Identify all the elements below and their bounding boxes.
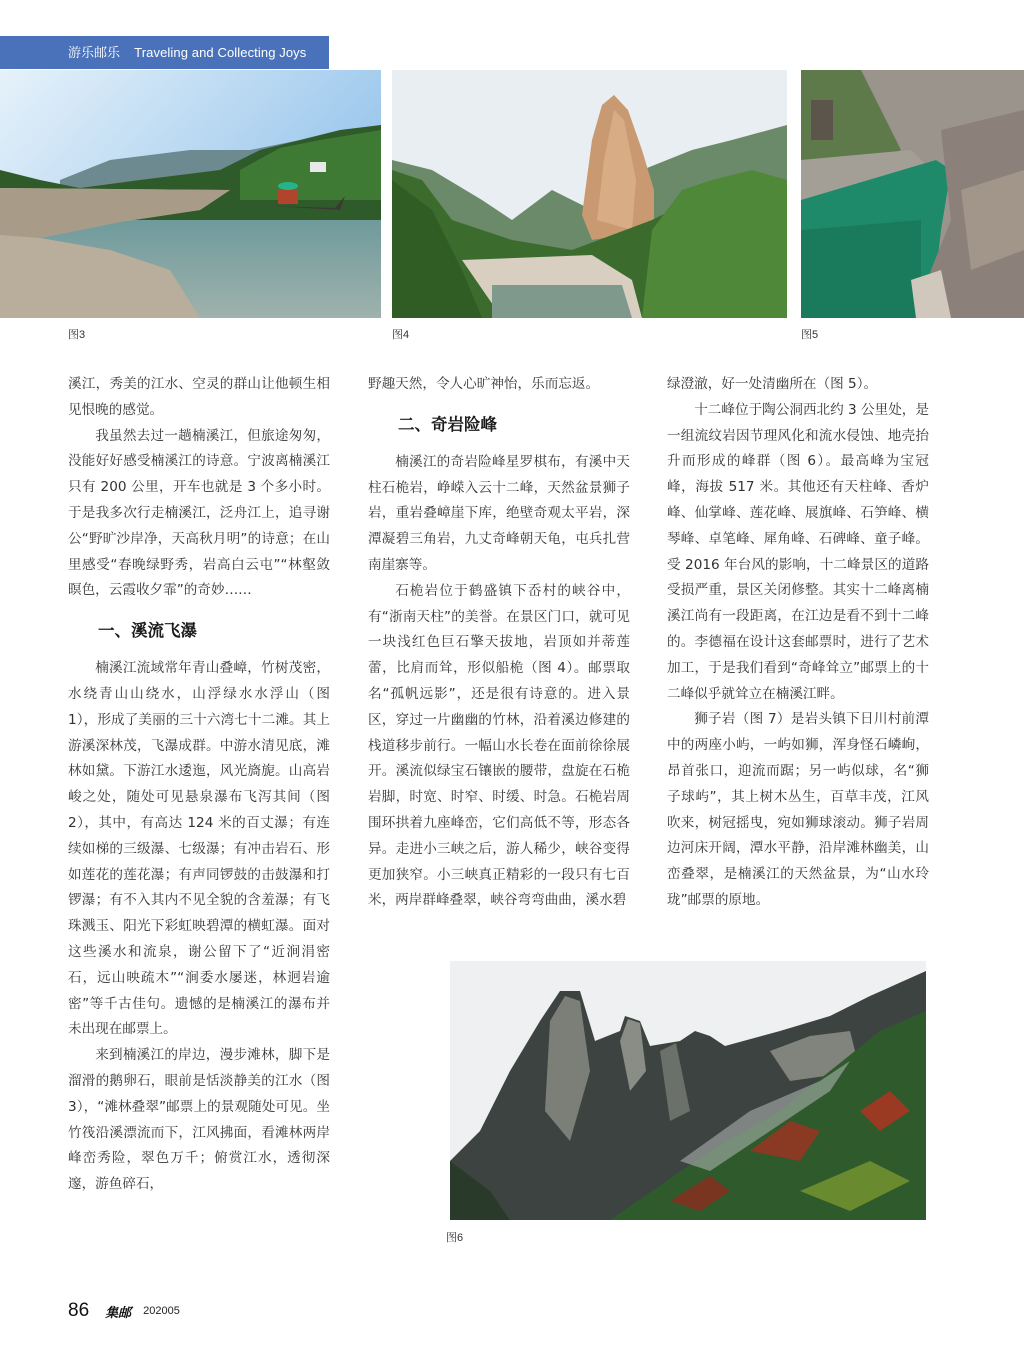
section-header-bar — [0, 36, 329, 69]
paragraph: 楠溪江的奇岩险峰星罗棋布，有溪中天柱石桅岩，峥嵘入云十二峰，天然盆景狮子岩，重岩叠嶂崖下库，绝壁奇观太平岩，深潭凝碧三角岩，九丈奇峰朝天龟，屯兵扎营南崖寨等。 — [368, 453, 630, 573]
section-title-cn: 游乐邮乐 — [68, 46, 121, 61]
paragraph: 楠溪江流域常年青山叠嶂，竹树茂密，水绕青山山绕水，山浮绿水水浮山（图 1），形成了美丽的三十六湾七十二滩。其上游溪深林茂，飞瀑成群。中游水清见底，滩林如黛。下游江水逶迤，风光旖旎。山高岩峻之处，随处可见悬泉瀑布飞泻其间（图 2），其中，有高达 124 米的百丈瀑；有连续如梯的三级瀑、七级瀑；有冲击岩石、形如莲花的莲花瀑；有声同锣鼓的击鼓瀑和打锣瀑；有不入其内不见全貌的含羞瀑；有飞珠溅玉、阳光下彩虹映碧潭的横虹瀑。面对这些溪水和流泉，谢公留下了“近涧涓密石，远山映疏木”“涧委水屡迷，林迥岩逾密”等千古佳句。遗憾的是楠溪江的瀑布并未出现在邮票上。 — [68, 660, 330, 1038]
figure-4-photo — [392, 70, 787, 318]
paragraph: 狮子岩（图 7）是岩头镇下日川村前潭中的两座小屿，一屿如狮，浑身怪石嶙峋，昂首张口，迎流而踞；另一屿似球，名“狮子球屿”，其上树木丛生，百草丰茂，江风吹来，树冠摇曳，宛如狮球滚动。狮子岩周边河床开阔，潭水平静，沿岸滩林幽美，山峦叠翠，是楠溪江的天然盆景，为“山水玲珑”邮票的原地。 — [667, 711, 929, 908]
section-heading-2: 二、奇岩险峰 — [398, 414, 497, 434]
figure-6-photo — [450, 961, 926, 1220]
article-column-2 — [368, 372, 630, 914]
figure-5-photo — [801, 70, 1024, 318]
issue-number: 202005 — [143, 1305, 180, 1317]
paragraph: 来到楠溪江的岸边，漫步滩林，脚下是溜滑的鹅卵石，眼前是恬淡静美的江水（图 3），“滩林叠翠”邮票上的景观随处可见。坐竹筏沿溪漂流而下，江风拂面，看滩林两岸峰峦秀险，翠色万千；俯赏江水，透彻深邃，游鱼碎石， — [68, 1047, 330, 1193]
magazine-logo: 集邮 — [105, 1305, 132, 1321]
article-column-3 — [667, 372, 929, 914]
page-number: 86 — [68, 1300, 90, 1321]
paragraph: 石桅岩位于鹤盛镇下岙村的峡谷中，有“浙南天柱”的美誉。在景区门口，就可见一块浅红色巨石擎天拔地，岩顶如并蒂莲蕾，比肩而耸，形似船桅（图 4）。邮票取名“孤帆远影”，还是很有诗意的。进入景区，穿过一片幽幽的竹林，沿着溪边修建的栈道移步前行。一幅山水长卷在面前徐徐展开。溪流似绿宝石镶嵌的腰带，盘旋在石桅岩脚，时宽、时窄、时缓、时急。石桅岩周围环拱着九座峰峦，它们高低不等，形态各异。走进小三峡之后，游人稀少，峡谷变得更加狭窄。小三峡真正精彩的一段只有七百米，两岸群峰叠翠，峡谷弯弯曲曲，溪水碧 — [368, 582, 630, 909]
paragraph: 我虽然去过一趟楠溪江，但旅途匆匆，没能好好感受楠溪江的诗意。宁波离楠溪江只有 200 公里，开车也就是 3 个多小时。于是我多次行走楠溪江，泛舟江上，追寻谢公“野旷沙岸净，天高秋月明”的诗意；在山里感受“春晚绿野秀，岩高白云屯”“林壑敛暝色，云霞收夕霏”的奇妙…… — [68, 427, 330, 599]
paragraph: 十二峰位于陶公洞西北约 3 公里处，是一组流纹岩因节理风化和流水侵蚀、地壳抬升而形成的峰群（图 6）。最高峰为宝冠峰，海拔 517 米。其他还有天柱峰、香炉峰、仙掌峰、莲花峰、展旗峰、石笋峰、横琴峰、卓笔峰、犀角峰、石碑峰、童子峰。受 2016 年台风的影响，十二峰景区的道路受损严重，景区关闭修整。其实十二峰离楠溪江尚有一段距离，在江边是看不到十二峰的。李德福在设计这套邮票时，进行了艺术加工，于是我们看到“奇峰耸立”邮票上的十二峰似乎就耸立在楠溪江畔。 — [667, 401, 929, 702]
paragraph: 溪江，秀美的江水、空灵的群山让他顿生相见恨晚的感觉。 — [68, 376, 330, 418]
figure-3-caption: 图3 — [68, 329, 86, 341]
article-column-1 — [68, 372, 330, 1198]
figure-5-caption: 图5 — [801, 329, 819, 341]
figure-3-photo — [0, 70, 381, 318]
section-title-en: Traveling and Collecting Joys — [134, 45, 307, 60]
paragraph: 野趣天然，令人心旷神怡，乐而忘返。 — [368, 376, 600, 392]
figure-6-caption: 图6 — [446, 1232, 464, 1244]
figure-4-caption: 图4 — [392, 329, 410, 341]
paragraph: 绿澄澈，好一处清幽所在（图 5）。 — [667, 376, 878, 392]
page-footer — [68, 1298, 180, 1324]
section-heading-1: 一、溪流飞瀑 — [98, 621, 197, 641]
